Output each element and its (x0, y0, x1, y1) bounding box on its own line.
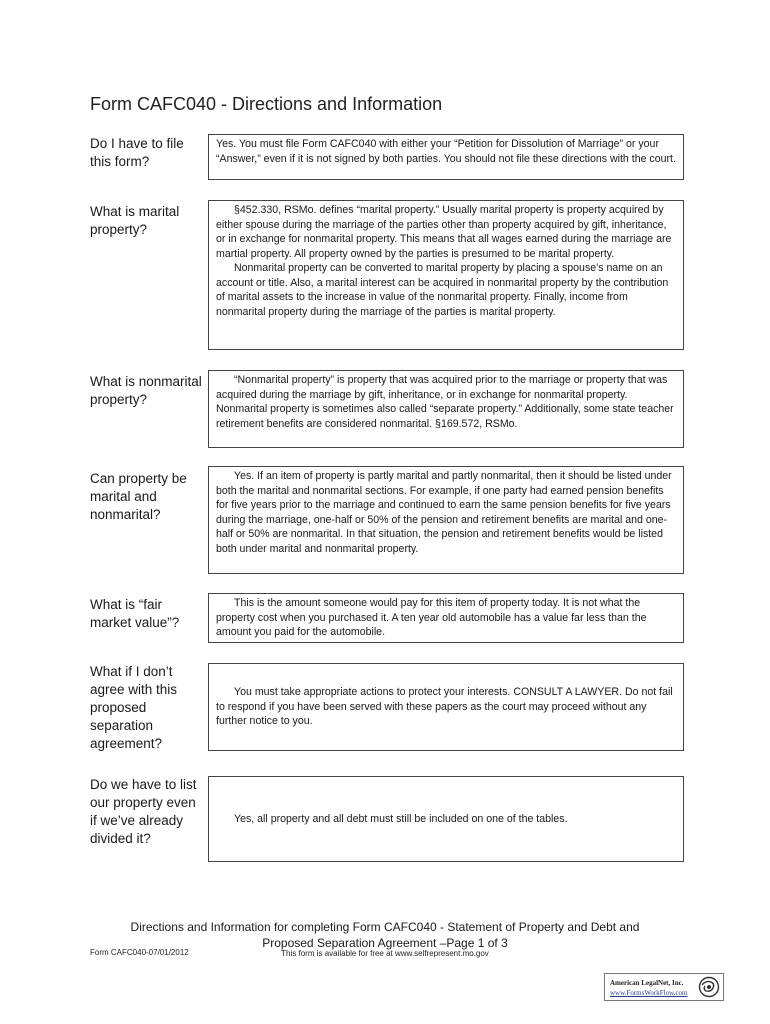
answer-already-divided (208, 776, 684, 862)
logo-url[interactable]: www.FormsWorkFlow.com (610, 989, 688, 997)
question-file-form: Do I have to file this form? (90, 136, 184, 169)
page-title: Form CAFC040 - Directions and Information (90, 94, 443, 114)
answer-disagree (208, 663, 684, 751)
answer-paragraph: Yes, all property and all debt must still be included on one of the tables. (234, 812, 568, 825)
question-marital-and-nonmarital: Can property be marital and nonmarital? (90, 471, 187, 522)
availability-note: This form is available for free at www.selfrepresent.mo.gov (281, 949, 489, 958)
logo-company-name: American LegalNet, Inc. (610, 979, 684, 987)
answer-fair-market-value (208, 593, 684, 643)
question-marital-property: What is marital property? (90, 204, 180, 237)
question-fair-market-value: What is “fair market value”? (90, 597, 180, 630)
form-id: Form CAFC040-07/01/2012 (90, 948, 189, 957)
answer-paragraph: Nonmarital property can be converted to marital property by placing a spouse’s name on an account or title. Also, a marital interest can be acquired in nonmarital property by the contribution of marital assets to the increase in value of the nonmarital property. Finally, income from nonmarital property during the marriage of the parties is marital property. (216, 262, 669, 318)
answer-paragraph: This is the amount someone would pay for this item of property today. It is not what the property cost when you purchased it. A ten year old automobile has a value far less than the amount you paid for the automobile. (216, 597, 647, 638)
answer-marital-and-nonmarital (208, 466, 684, 574)
footer-line-2: Proposed Separation Agreement –Page 1 of 3 (262, 936, 508, 950)
answer-paragraph: Yes. If an item of property is partly marital and partly nonmarital, then it should be listed under both the marital and nonmarital sections. For example, if one party had earned pension benefits for five years prior to the marriage and continued to earn the same pension benefits for five years during the marriage, one-half or 50% of the pension and retirement benefits are marital and one-half or 50% are nonmarital. In that situation, the pension and retirement benefits would be listed both under marital and nonmarital property. (216, 470, 672, 555)
answer-paragraph: You must take appropriate actions to protect your interests. CONSULT A LAWYER. Do not fail to respond if you have been served with these papers as the court may proceed without any further notice to you. (216, 686, 673, 728)
answer-paragraph: §452.330, RSMo. defines “marital property.” Usually marital property is property acquired by either spouse during the marriage of the parties other than property acquired by gift, inheritance, or in exchange for nonmarital property. This means that all wages earned during the marriage are martial property. All property owned by the parties is presumed to be marital property. (216, 204, 672, 260)
footer-directions (0, 919, 770, 951)
answer-nonmarital-property (208, 370, 684, 448)
answer-marital-property (208, 200, 684, 350)
question-disagree: What if I don’t agree with this proposed separation agreement? (90, 664, 178, 751)
footer-line-1: Directions and Information for completing Form CAFC040 - Statement of Property and Debt and (130, 920, 640, 934)
answer-paragraph: “Nonmarital property” is property that was acquired prior to the marriage or property that was acquired during the marriage by gift, inheritance, or in exchange for nonmarital property. Nonmarital property is sometimes also called “separate property.” Additionally, some state teacher retirement benefits are considered nonmarital. §169.572, RSMo. (216, 374, 674, 430)
globe-icon (698, 976, 720, 998)
answer-file-form (208, 134, 684, 180)
legalnet-logo[interactable] (604, 973, 724, 1001)
question-already-divided: Do we have to list our property even if we’ve already divided it? (90, 777, 197, 846)
question-nonmarital-property: What is nonmarital property? (90, 374, 202, 407)
answer-paragraph: Yes. You must file Form CAFC040 with either your “Petition for Dissolution of Marriage” or your “Answer,” even if it is not signed by both parties. You should not file these directions with the court. (216, 138, 676, 165)
